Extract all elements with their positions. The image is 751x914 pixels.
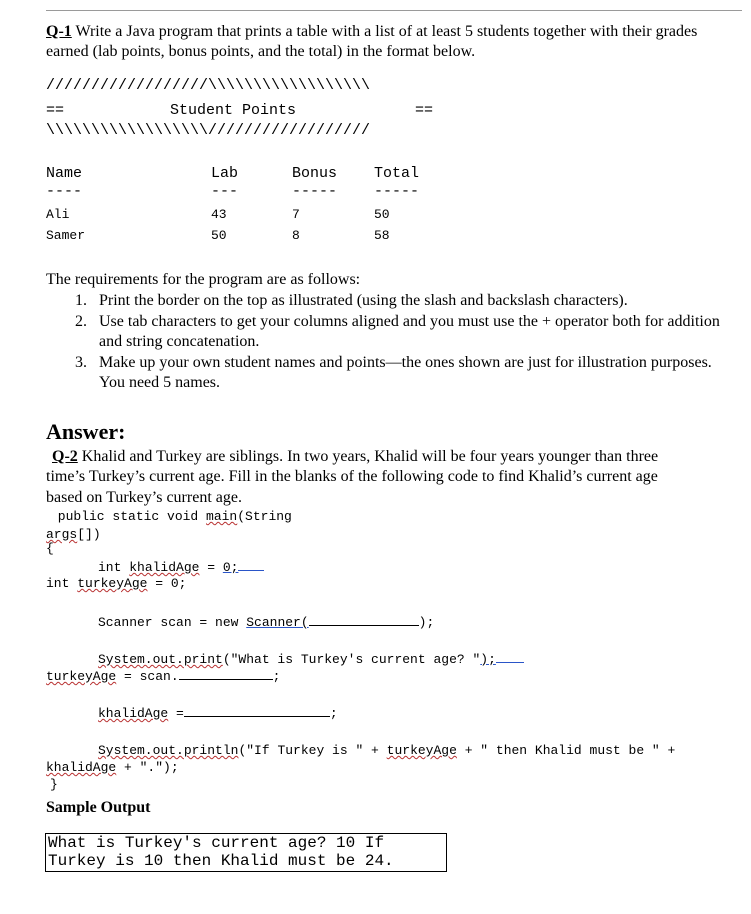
code-token: ("What is Turkey's current age? " — [222, 652, 481, 667]
q2-text-line2: time’s Turkey’s current age. Fill in the blanks of the following code to find Khalid’s current age — [46, 468, 658, 485]
code-token: (String — [237, 509, 292, 524]
code-token-turkeyage: turkeyAge — [386, 743, 457, 758]
border-top: //////////////////\\\\\\\\\\\\\\\\\\ — [46, 77, 371, 94]
req-1-line1: Print the border on the top as illustrated (using the slash and backslash characters). — [99, 292, 628, 309]
code-token-turkeyage: turkeyAge — [77, 576, 148, 591]
table-row-1-name: Ali — [46, 207, 70, 222]
top-rule — [46, 10, 742, 11]
code-token-zero: 0; — [222, 560, 239, 575]
q2-text-line1: Khalid and Turkey are siblings. In two years, Khalid will be four years younger than three — [77, 448, 659, 465]
table-row-1-lab: 43 — [211, 207, 227, 222]
req-3-line2: You need 5 names. — [99, 374, 221, 391]
requirements-intro: The requirements for the program are as follows: — [46, 271, 361, 288]
sample-output-line2: Turkey is 10 then Khalid must be 24. — [48, 852, 394, 870]
dash-lab: --- — [211, 183, 239, 200]
border-bottom: \\\\\\\\\\\\\\\\\\////////////////// — [46, 122, 371, 139]
code-line-compute — [98, 704, 338, 723]
code-token: public static void — [50, 509, 207, 524]
code-token-khalidage: khalidAge — [129, 560, 200, 575]
code-line-println — [98, 742, 675, 760]
code-line-read-input — [46, 667, 280, 686]
req-3-line1: Make up your own student names and points—the ones shown are just for illustration purposes. — [99, 354, 712, 371]
code-token: = scan. — [116, 669, 179, 684]
table-row-1-total: 50 — [374, 207, 390, 222]
code-token: + " then Khalid must be " + — [456, 743, 676, 758]
code-token: int — [98, 560, 130, 575]
code-line-println-cont — [46, 759, 179, 777]
banner-left: == — [46, 102, 65, 119]
dash-bonus: ----- — [292, 183, 338, 200]
scanner-arg-blank[interactable] — [309, 613, 419, 626]
code-token: = 0; — [147, 576, 187, 591]
code-token-close: ); — [480, 652, 496, 667]
code-line-scanner — [98, 613, 434, 632]
code-token-main: main — [206, 509, 238, 524]
table-row-2-bonus: 8 — [292, 228, 300, 243]
code-line-close-brace: } — [50, 777, 58, 792]
code-line-open-brace: { — [46, 541, 54, 556]
code-token: ); — [418, 615, 435, 630]
blank-underline — [238, 558, 264, 571]
q1-text-line2: earned (lab points, bonus points, and the total) in the format below. — [46, 43, 476, 60]
col-header-name: Name — [46, 165, 83, 182]
code-token-turkeyage: turkeyAge — [46, 669, 117, 684]
code-line-turkey-decl — [46, 575, 186, 593]
code-line-main — [50, 508, 292, 526]
req-3-num: 3. — [75, 354, 87, 371]
table-row-2-lab: 50 — [211, 228, 227, 243]
q2-prompt — [52, 446, 658, 467]
table-row-2-total: 58 — [374, 228, 390, 243]
sample-output-heading: Sample Output — [46, 799, 151, 816]
table-row-2-name: Samer — [46, 228, 86, 243]
code-token-args: args — [46, 527, 78, 542]
answer-heading: Answer: — [46, 419, 126, 444]
code-token: ; — [329, 706, 338, 721]
code-token: ; — [272, 669, 281, 684]
code-token: + "."); — [116, 760, 179, 775]
sample-output-line1: What is Turkey's current age? 10 If — [48, 834, 385, 852]
code-token-scanner: Scanner( — [246, 615, 309, 630]
col-header-bonus: Bonus — [292, 165, 338, 182]
dash-total: ----- — [374, 183, 420, 200]
req-2-num: 2. — [75, 313, 87, 330]
code-token: []) — [77, 527, 101, 542]
code-token-khalidage: khalidAge — [46, 760, 117, 775]
table-row-1-bonus: 7 — [292, 207, 300, 222]
code-token-print: System.out.print — [98, 652, 223, 667]
code-token: int — [46, 576, 78, 591]
col-header-lab: Lab — [211, 165, 239, 182]
banner-right: == — [415, 102, 434, 119]
col-header-total: Total — [374, 165, 420, 182]
code-token: = — [199, 560, 223, 575]
dash-name: ---- — [46, 183, 83, 200]
code-token: Scanner scan = new — [98, 615, 247, 630]
code-line-args — [46, 526, 101, 544]
code-token-println: System.out.println — [98, 743, 239, 758]
q1-prompt — [46, 21, 697, 42]
q2-text-line3: based on Turkey’s current age. — [46, 489, 242, 506]
code-token: = — [168, 706, 184, 721]
banner-title: Student Points — [170, 102, 297, 119]
q1-label: Q-1 — [46, 23, 72, 40]
code-token: ("If Turkey is " + — [238, 743, 387, 758]
formula-blank[interactable] — [184, 704, 330, 717]
scan-method-blank[interactable] — [179, 667, 273, 680]
q2-label: Q-2 — [52, 448, 78, 465]
req-2-line2: and string concatenation. — [99, 333, 260, 350]
code-token-khalidage: khalidAge — [98, 706, 169, 721]
q1-text-line1: Write a Java program that prints a table with a list of at least 5 students together with their grades — [71, 23, 698, 40]
req-1-num: 1. — [75, 292, 87, 309]
blank-underline — [496, 650, 524, 663]
req-2-line1: Use tab characters to get your columns aligned and you must use the + operator both for addition — [99, 313, 720, 330]
